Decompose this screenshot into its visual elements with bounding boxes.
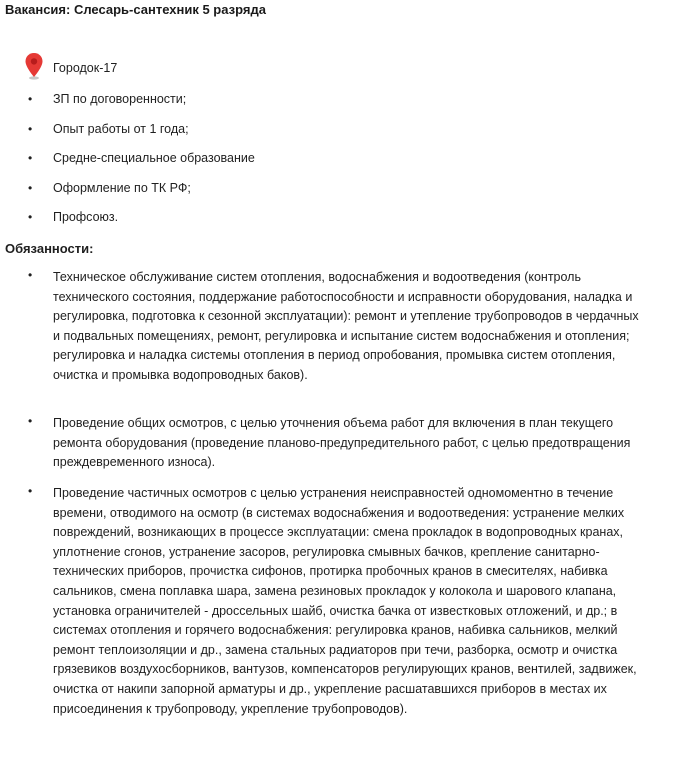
list-item: [0, 181, 675, 199]
bullet-icon: •: [28, 92, 33, 106]
bullet-icon: •: [28, 151, 33, 165]
condition-union: Профсоюз.: [53, 210, 119, 224]
location-row: [0, 52, 675, 80]
bullet-icon: •: [28, 181, 33, 195]
duty-text: Проведение частичных осмотров с целью устранения неисправностей одномоментно в течение времени, отводимого на осмотр (в системах водоснабжения и водоотведения: устранение мелких повреждений, возникающих в процессе эксплуатации: смена прокладок в водопроводных кранах, уплотнение сгонов, устранение засоров, регулировка смывных бачков, крепление санитарно-технических приборов, прочистка сифонов, протирка пробочных кранов в смесителях, набивка сальников, смена поплавка шара, замена резиновых прокладок у колокола и шарового клапана, установка ограничителей - дроссельных шайб, очистка бачка от известковых отложений, и др.; в системах отопления и горячего водоснабжения: регулировка кранов, набивка сальников, мелкий ремонт теплоизоляции и др., замена стальных радиаторов при течи, разборка, осмотр и очистка грязевиков воздухосборников, вантузов, компенсаторов регулирующих кранов, вентилей, задвижек, очистка от накипи запорной арматуры и др., укрепление расшатавшихся приборов в местах их присоединения к трубопроводу, укрепление трубопроводов).: [53, 486, 637, 716]
bullet-icon: •: [28, 484, 33, 498]
map-pin-icon: [24, 52, 44, 80]
vacancy-title: Вакансия: Слесарь-сантехник 5 разряда: [5, 2, 266, 17]
duty-text: Проведение общих осмотров, с целью уточнения объема работ для включения в план текущего ремонта оборудования (проведение планово-предупредительного работ, с целью предотвращения преждевременного износа).: [53, 416, 631, 470]
condition-employment: Оформление по ТК РФ;: [53, 181, 191, 195]
list-item: [0, 92, 675, 110]
list-item: [0, 210, 675, 228]
list-item: [0, 122, 675, 140]
bullet-icon: •: [28, 122, 33, 136]
condition-education: Средне-специальное образование: [53, 151, 255, 165]
list-item: [0, 151, 675, 169]
bullet-icon: •: [28, 414, 33, 428]
duties-title: Обязанности:: [5, 241, 94, 256]
bullet-icon: •: [28, 268, 33, 282]
condition-experience: Опыт работы от 1 года;: [53, 122, 189, 136]
condition-salary: ЗП по договоренности;: [53, 92, 187, 106]
duty-text: Техническое обслуживание систем отопления, водоснабжения и водоотведения (контроль технического состояния, поддержание работоспособности и исправности оборудования, наладка и регулировка, подготовка к сезонной эксплуатации): ремонт и утепление трубопроводов в чердачных и подвальных помещениях, ремонт, регулировка и испытание систем водоснабжения и отопления; регулировка и наладка системы отопления в период опробования, промывка систем отопления, очистка и промывка водопроводных баков).: [53, 270, 639, 382]
bullet-icon: •: [28, 210, 33, 224]
location-text: Городок-17: [53, 61, 118, 75]
